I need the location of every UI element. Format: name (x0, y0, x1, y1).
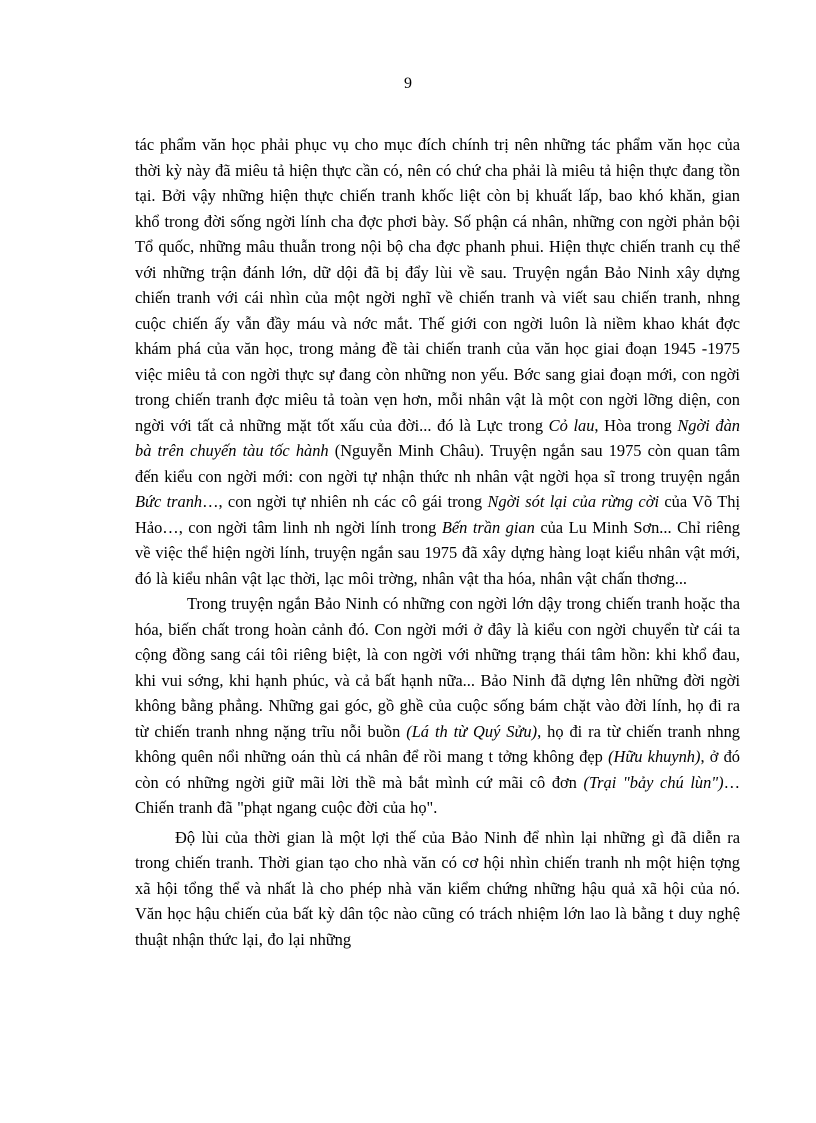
text-run: của Lu Minh Sơn... Chỉ riêng về việc thể hiện ngời lính, truyện ngắn sau 1975 đã xây dựng hàng loạt kiểu nhân vật mới, đó là kiểu nhân vật lạc thời, lạc môi trờng, nhân vật tha hóa, nhân vật chấn thơng... (135, 517, 740, 588)
text-run: … Chiến tranh đã "phạt ngang cuộc đời của họ". (135, 772, 740, 817)
italic-title: Bức tranh (135, 492, 203, 511)
paragraph-2 (135, 591, 740, 821)
paragraph-1 (135, 132, 740, 591)
text-run: (Nguyễn Minh Châu). Truyện ngắn sau 1975 còn quan tâm đến kiểu con ngời mới: con ngời tự nhận thức nh nhân vật ngời họa sĩ trong truyện ngắn (135, 441, 740, 486)
italic-title: Cỏ lau (548, 415, 595, 435)
text-run: , ở đó còn có những ngời giữ mãi lời thề mà bắt mình cứ mãi cô đơn (135, 747, 740, 792)
italic-title: Bến trần gian (441, 517, 535, 537)
page-number: 9 (404, 75, 412, 92)
italic-title: Ngời sót lại của rừng cời (487, 492, 660, 511)
body-text (135, 132, 740, 952)
text-run: Trong truyện ngắn Bảo Ninh có những con ngời lớn dậy trong chiến tranh hoặc tha hóa, biến chất trong hoàn cảnh đó. Con ngời mới ở đây là kiểu con ngời chuyển từ cái ta cộng đồng sang cái tôi riêng biệt, là con ngời với những trạng thái tâm hồn: khi khổ đau, khi vui sớng, khi hạnh phúc, và cả bất hạnh nữa... Bảo Ninh đã dựng lên những đời ngời không bằng phẳng. Những gai góc, gồ ghề của cuộc sống bám chặt vào đời lính, họ đi ra từ chiến tranh nhng nặng trĩu nỗi buồn (135, 594, 740, 741)
paragraph-3 (135, 825, 740, 953)
text-run: , họ đi ra từ chiến tranh nhng không quên nổi những oán thù cá nhân để rồi mang t tởng không đẹp (135, 721, 741, 766)
italic-title: Ngời đàn bà trên chuyến tàu tốc hành (135, 415, 741, 460)
italic-title: (Hữu khuynh) (608, 747, 701, 766)
italic-title: (Lá th từ Quý Sửu) (406, 721, 538, 741)
text-run: của Võ Thị Hảo…, con ngời tâm linh nh ngời lính trong (135, 492, 740, 537)
text-run: …, con ngời tự nhiên nh các cô gái trong (202, 492, 488, 511)
text-run: Độ lùi của thời gian là một lợi thế của Bảo Ninh để nhìn lại những gì đã diễn ra trong chiến tranh. Thời gian tạo cho nhà văn có cơ hội nhìn chiến tranh nh một hiện tợng xã hội tổng thể và nhất là cho phép nhà văn kiểm chứng những hậu quả xã hội của nó. Văn học hậu chiến của bất kỳ dân tộc nào cũng có trách nhiệm lớn lao là bằng t duy nghệ thuật nhận thức lại, đo lại những (135, 827, 740, 949)
italic-title: (Trại "bảy chú lùn") (583, 772, 724, 792)
text-run: tác phẩm văn học phải phục vụ cho mục đích chính trị nên những tác phẩm văn học của thời kỳ này đã miêu tả hiện thực cần có, nên có chứ cha phải là miêu tả hiện thực đang tồn tại. Bởi vậy những hiện thực chiến tranh khốc liệt còn bị khuất lấp, bao khó khăn, gian khổ trong đời sống ngời lính cha đợc phơi bày. Số phận cá nhân, những con ngời phản bội Tổ quốc, những mâu thuẫn trong nội bộ cha đợc phanh phui. Hiện thực chiến tranh cụ thể với những trận đánh lớn, dữ dội đã bị đẩy lùi về sau. Truyện ngắn Bảo Ninh xây dựng chiến tranh với cái nhìn của một ngời nghĩ về chiến tranh và viết sau chiến tranh, nhng cuộc chiến ấy vẫn đầy máu và nớc mắt. Thế giới con ngời luôn là niềm khao khát đợc khám phá của văn học, trong mảng đề tài chiến tranh của văn học giai đoạn 1945 -1975 việc miêu tả con ngời thực sự đang còn những non yếu. Bớc sang giai đoạn mới, con ngời trong chiến tranh đợc miêu tả toàn vẹn hơn, mỗi nhân vật là một con ngời lỡng diện, con ngời với tất cả những mặt tốt xấu của đời... đó là Lực trong (135, 135, 740, 435)
text-run: , Hòa trong (594, 415, 678, 435)
